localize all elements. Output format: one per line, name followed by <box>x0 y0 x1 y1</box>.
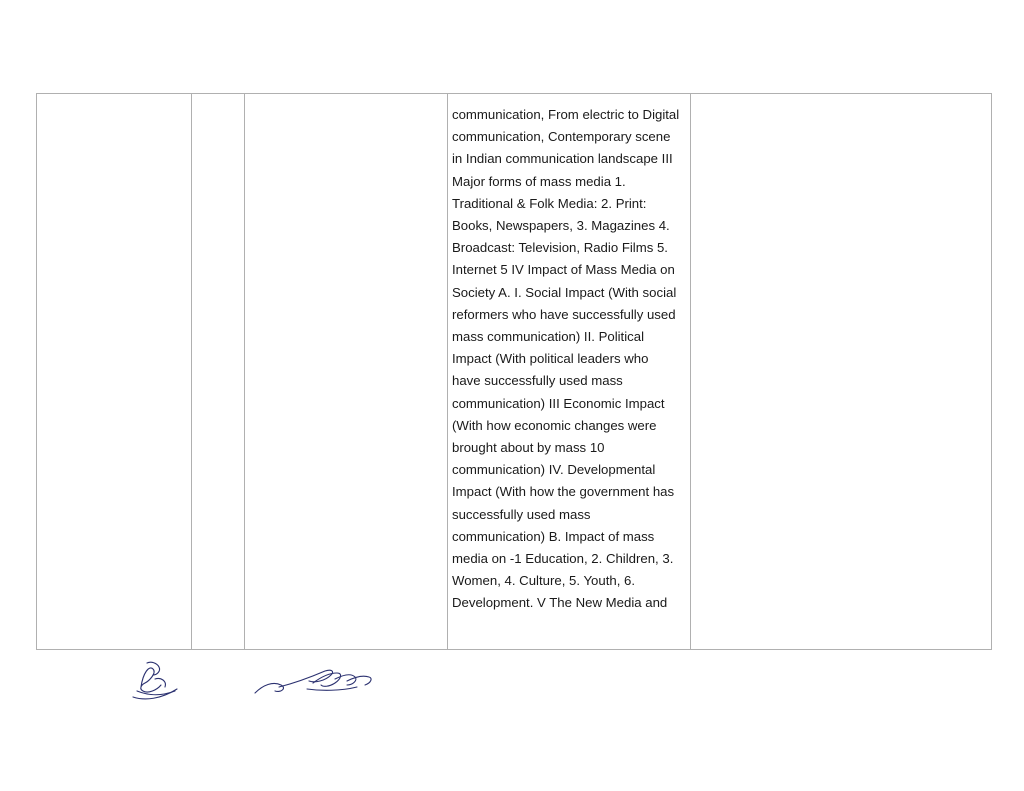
cell-col2-text <box>192 94 244 649</box>
signature-left <box>131 657 201 707</box>
table-cell-number <box>192 94 245 650</box>
table-cell-remarks <box>691 94 992 650</box>
cell-col4-text: communication, From electric to Digital communication, Contemporary scene in Indian communication landscape III Major forms of mass media 1. Traditional & Folk Media: 2. Print: Books, Newspapers, 3. Magazines 4. Broadcast: Television, Radio Films 5. Internet 5 IV Impact of Mass Media on Society A. I. Social Impact (With social reformers who have successfully used mass communication) II. Political Impact (With political leaders who have successfully used mass communication) III Economic Impact (With how economic changes were brought about by mass 10 communication) IV. Developmental Impact (With how the government has successfully used mass communication) B. Impact of mass media on -1 Education, 2. Children, 3. Women, 4. Culture, 5. Youth, 6. Development. V The New Media and <box>452 107 680 611</box>
cell-col1-text <box>37 94 191 649</box>
cell-col5-text <box>691 94 991 649</box>
syllabus-table <box>36 93 992 650</box>
table-body <box>37 94 992 650</box>
table-cell-unit <box>37 94 192 650</box>
table-cell-content <box>448 94 691 650</box>
signature-area <box>36 655 986 745</box>
table-row <box>37 94 992 650</box>
cell-col3-text <box>245 94 447 649</box>
signature-right <box>251 663 381 709</box>
table-cell-topic <box>245 94 448 650</box>
